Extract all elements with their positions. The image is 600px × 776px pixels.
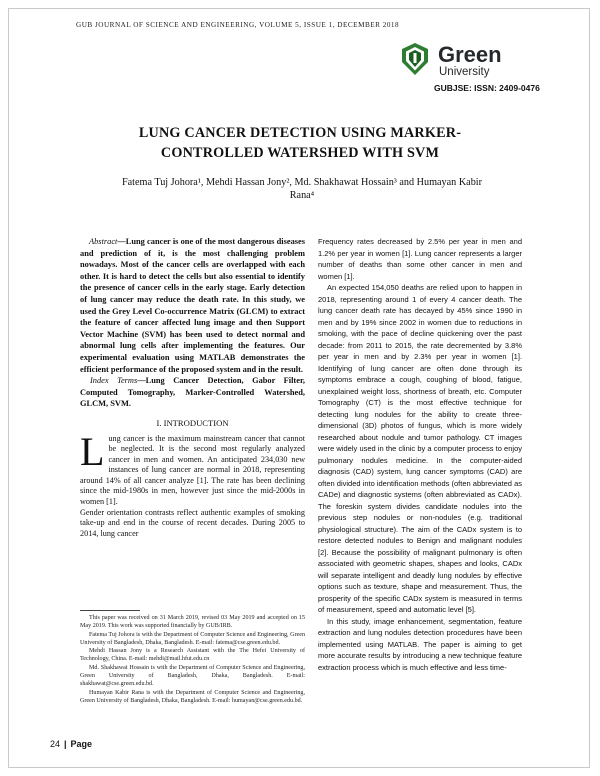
logo-subword: University — [439, 66, 490, 78]
issn-label: GUBJSE: ISSN: 2409-0476 — [434, 83, 540, 93]
title-line-1: LUNG CANCER DETECTION USING MARKER- — [138, 125, 462, 141]
footnote-divider — [80, 610, 140, 611]
footnote-5: Humayan Kabir Rana is with the Department of Computer Science and Engineering, Green University of Bangladesh, Dhaka, Bangladesh. E-mail: humayan@cse.green.edu.bd. — [80, 689, 305, 704]
footnote-4: Md. Shakhawat Hossain is with the Department of Computer Science and Engineering, Green University of Bangladesh, Dhaka, Bangladesh. E-mail: shakhawat@cse.green.edu.bd. — [80, 664, 305, 688]
right-paragraph-3: In this study, image enhancement, segmentation, feature extraction and lung nodules detection procedures have been implemented using MATLAB. The paper is aiming to get more accurate results by introducing a new technique feature extraction process which is much effective and less time- — [318, 616, 522, 672]
university-crest-icon — [400, 42, 430, 76]
paper-title — [60, 123, 540, 163]
page-number: 24 — [50, 739, 61, 749]
introduction-heading: I. INTRODUCTION — [156, 417, 229, 428]
page-footer — [50, 739, 92, 749]
introduction-paragraph-2: Gender orientation contrasts reflect authentic examples of smoking take-up and end in the course of recent decades. During 2005 to 2014, lung cancer — [80, 507, 305, 538]
introduction-paragraph-1 — [80, 428, 305, 508]
title-line-2: CONTROLLED WATERSHED WITH SVM — [160, 145, 440, 161]
page-label: Page — [70, 739, 93, 749]
journal-header: GUB JOURNAL OF SCIENCE AND ENGINEERING, VOLUME 5, ISSUE 1, DECEMBER 2018 — [76, 21, 400, 29]
author-list — [78, 176, 526, 202]
abstract-text: —Lung cancer is one of the most dangerous diseases and prediction of it, is the most challenging problem nowadays. Most of the cancer cells are overlapped with each other. It is hard to detect the cells but also essential to identify the presence of cancer cells in the early stage. Early detection of lung cancer may reduce the death rate. In this study, we used the Grey Level Co-occurrence Matrix (GLCM) to extract the feature of cancer affected lung image and then Support Vector Machine (SVM) has been used to detect normal and abnormal lung cells after implementing the features. Our experimental evaluation using MATLAB demonstrates the efficient performance of the proposed system and in the result. — [80, 237, 305, 374]
index-terms — [80, 375, 305, 410]
abstract — [80, 236, 305, 375]
page-divider: | — [64, 739, 67, 749]
logo-word: Green — [438, 42, 502, 67]
introduction-p1-text: ung cancer is the maximum mainstream cancer that cannot be neglected. It is the second most regularly analyzed cancer in men and women. An anticipated 234,030 new instances of lung cancer are normal in 2018, representing around 14% of all cancer analyze [1]. The rate has been declining since the mid-1980s in men, however just since the mid-2000s in women [1]. — [80, 433, 305, 507]
right-column — [318, 236, 522, 673]
footnote-2: Fatema Tuj Johora is with the Department of Computer Science and Engineering, Green University of Bangladesh, Dhaka, Bangladesh. E-mail: fatema@cse.green.edu.bd. — [80, 631, 305, 646]
index-terms-lead: Index Terms — [90, 376, 138, 386]
authors-line-2: Rana⁴ — [289, 190, 315, 201]
index-terms-text: —Lung Cancer Detection, Gabor Filter, Computed Tomography, Marker-Controlled Watershed, GLCM, SVM. — [80, 376, 305, 409]
green-university-logo — [400, 42, 500, 80]
right-paragraph-2: An expected 154,050 deaths are relied upon to happen in 2018, representing around 1 of every 4 cancer death. The lung cancer death rate has decayed by 45% since 1990 in men and by 19% since 2002 in women due to reductions in smoking, with the pace of decline quickening over the past decade: from 2011 to 2015, the rate decremented by 3.8% per year in men and by 2.3% per year in women [1]. Identifying of lung cancer are often done through its symptoms embrace a cough, coughing of blood, fatigue, unexplained weight loss, shortness of breath, etc. Computer Tomography (CT) is the most effective technique for detecting lung nodules for the ability to create three-dimensional (3D) photos of fungus, which is more widely researched about nodule and tumor pathology. CT images were widely used in the clinic by a computer process to enjoy pulmonary nodules medicine. In the computer-aided diagnosis (CAD) system, lung cancer symptoms (CAD) are often divided into identification methods (often abbreviated as CADe) and diagnostic systems (often abbreviated as CADx). The foreskin system divides candidate nodules into the previous step nodules or non-nodules (e.g. traditional physiological structure). The aim of the CADx system is to restore detected nodules to Benign and malignant nodules [2]. Because the possibility of malignant pulmonary is often associated with geometric shapes, shapes and looks, CADx will separate intelligent and deadly lung nodules by effective options such as texture, shape and measurement. Thus, the prosperity of the specific CADx system is measured in terms of measurement, speed and automatic level [5]. — [318, 283, 522, 614]
right-paragraph-1: Frequency rates decreased by 2.5% per year in men and 1.2% per year in women [1]. Lung cancer represents a larger number of deaths than some other cancer in men and women [1]. — [318, 237, 522, 281]
footnotes — [80, 614, 305, 705]
drop-cap: L — [80, 428, 105, 474]
authors-line-1: Fatema Tuj Johora¹, Mehdi Hassan Jony², Md. Shakhawat Hossain³ and Humayan Kabir — [121, 177, 483, 188]
introduction-body — [80, 428, 305, 540]
footnote-3: Mehdi Hassan Jony is a Research Assistant with the The Hefei University of Technology, China. E-mail: mehdi@mail.hfut.edu.cn — [80, 648, 305, 663]
left-column — [80, 236, 305, 539]
footnote-1: This paper was received on 31 March 2019, revised 03 May 2019 and accepted on 15 May 2019. This work was supported financially by GUB/IRB. — [80, 615, 305, 630]
abstract-lead: Abstract — [89, 237, 118, 246]
